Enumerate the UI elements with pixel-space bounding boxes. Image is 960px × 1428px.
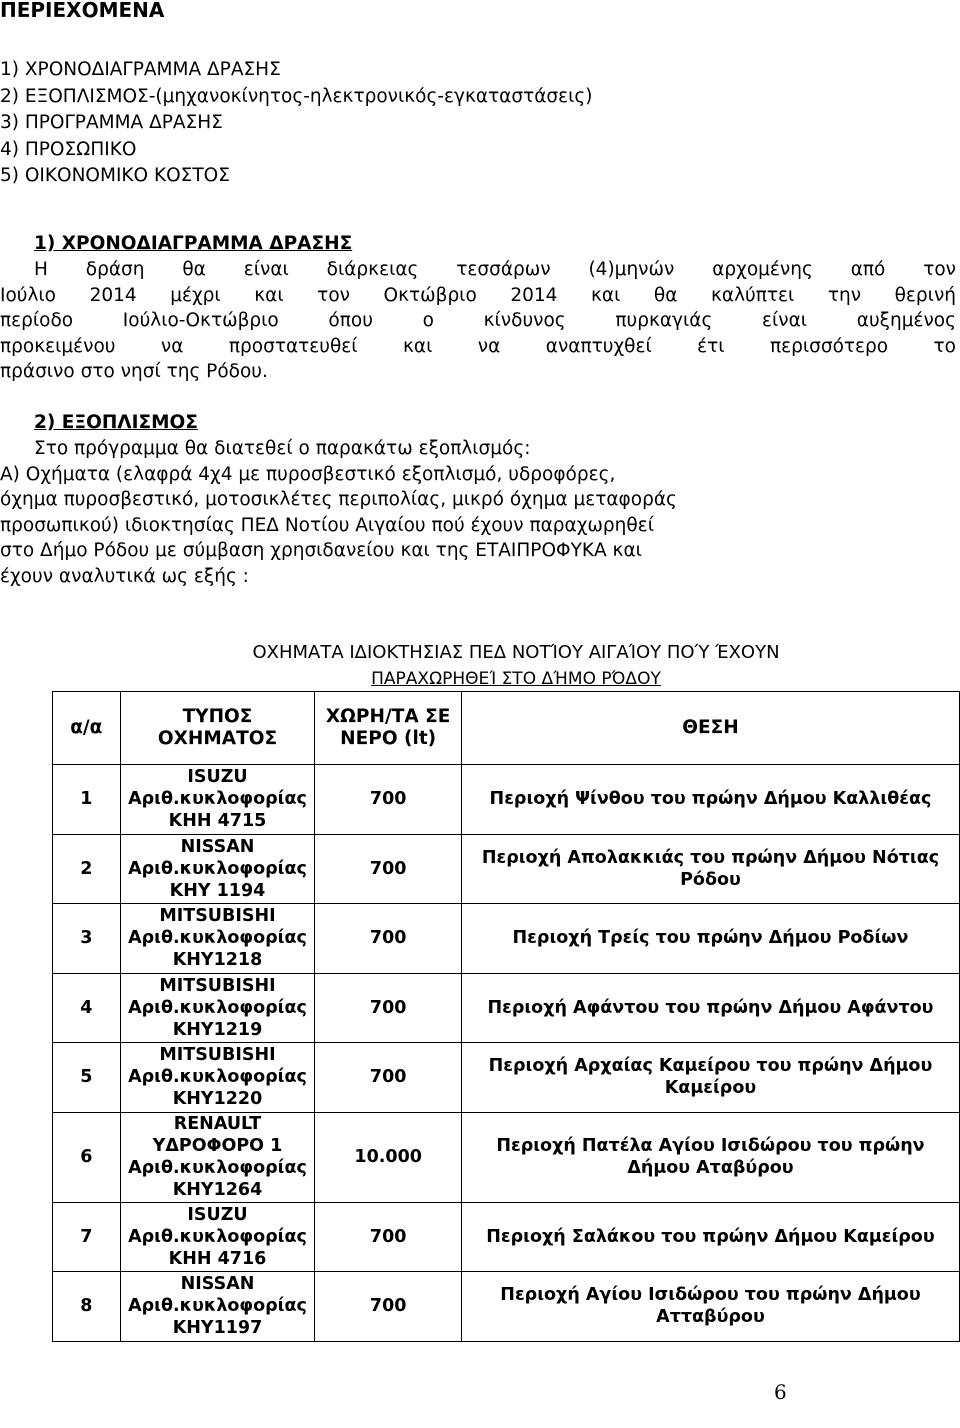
table-row (53, 904, 960, 974)
cell-location: Περιοχή Αγίου Ισιδώρου του πρώην Δήμου Ατταβύρου (461, 1272, 959, 1342)
cell-location: Περιοχή Αφάντου του πρώην Δήμου Αφάντου (461, 973, 959, 1043)
cell-type: MITSUBISHI Αριθ.κυκλοφορίας ΚΗΥ1219 (120, 973, 315, 1043)
header-cell-capacity: ΧΩΡΗ/ΤΑ ΣΕ ΝΕΡΟ (lt) (315, 692, 462, 765)
text-line: όχημα πυροσβεστικό, μοτοσικλέτες περιπολίας, μικρό όχημα μεταφοράς (0, 489, 677, 511)
cell-type: MITSUBISHI Αριθ.κυκλοφορίας ΚΗΥ1218 (120, 904, 315, 974)
cell-number: 5 (53, 1043, 121, 1113)
table-row (53, 765, 960, 835)
cell-type: ISUZU Αριθ.κυκλοφορίας ΚΗΗ 4716 (120, 1202, 315, 1272)
text-line: στο Δήμο Ρόδου με σύμβαση χρησιδανείου και της ΕΤΑΙΠΡΟΦΥΚΑ και (0, 540, 642, 562)
toc-item: 5) ΟΙΚΟΝΟΜΙΚΟ ΚΟΣΤΟΣ (0, 165, 230, 186)
cell-number: 1 (53, 765, 121, 835)
cell-capacity: 700 (315, 904, 462, 974)
text-line: πράσινο στο νησί της Ρόδου. (0, 361, 268, 383)
text-line: Στο πρόγραμμα θα διατεθεί ο παρακάτω εξοπλισμός: (34, 438, 531, 459)
table-row (53, 1112, 960, 1202)
cell-capacity: 700 (315, 1272, 462, 1342)
cell-location: Περιοχή Αρχαίας Καμείρου του πρώην Δήμου Καμείρου (461, 1043, 959, 1113)
toc-item: 2) ΕΞΟΠΛΙΣΜΟΣ-(μηχανοκίνητος-ηλεκτρονικός-εγκαταστάσεις) (0, 85, 593, 107)
header-cell-location: ΘΕΣΗ (461, 692, 959, 765)
header-cell-type: ΤΥΠΟΣ ΟΧΗΜΑΤΟΣ (120, 692, 315, 765)
cell-capacity: 700 (315, 973, 462, 1043)
table-caption (0, 640, 960, 692)
page-heading: ΠΕΡΙΕΧΟΜΕΝΑ (0, 0, 165, 22)
caption-line: ΟΧΗΜΑΤΑ ΙΔΙΟΚΤΗΣΙΑΣ ΠΕΔ ΝΟΤΊΟΥ ΑΙΓΑΊΟΥ ΠΟΎ ΈΧΟΥΝ (252, 642, 780, 663)
table-row (53, 834, 960, 904)
table-row (53, 1272, 960, 1342)
cell-type: NISSAN Αριθ.κυκλοφορίας ΚΗΥ 1194 (120, 834, 315, 904)
table-header-row (53, 692, 960, 765)
text-line: Η δράση θα είναι διάρκειας τεσσάρων (4)μηνών αρχομένης από τον (34, 259, 956, 280)
cell-capacity: 700 (315, 765, 462, 835)
text-line: προκειμένου να προστατευθεί και να αναπτυχθεί έτι περισσότερο το (0, 335, 956, 357)
cell-number: 6 (53, 1112, 121, 1202)
text-line: περίοδο Ιούλιο-Οκτώβριο όπου ο κίνδυνος πυρκαγιάς είναι αυξημένος (0, 310, 956, 332)
toc-item: 1) ΧΡΟΝΟΔΙΑΓΡΑΜΜΑ ΔΡΑΣΗΣ (0, 59, 281, 80)
toc-item: 3) ΠΡΟΓΡΑΜΜΑ ΔΡΑΣΗΣ (0, 112, 223, 133)
cell-type: ISUZU Αριθ.κυκλοφορίας ΚΗΗ 4715 (120, 765, 315, 835)
section-equipment (0, 410, 956, 590)
cell-capacity: 10.000 (315, 1112, 462, 1202)
text-line: Α) Οχήματα (ελαφρά 4χ4 με πυροσβεστικό εξοπλισμό, υδροφόρες, (0, 463, 616, 485)
table-row (53, 1202, 960, 1272)
cell-number: 4 (53, 973, 121, 1043)
cell-location: Περιοχή Σαλάκου του πρώην Δήμου Καμείρου (461, 1202, 959, 1272)
caption-line: ΠΑΡΑΧΩΡΗΘΕΊ ΣΤΟ ΔΉΜΟ ΡΌΔΟΥ (371, 669, 661, 689)
page-number: 6 (774, 1380, 787, 1404)
cell-type: MITSUBISHI Αριθ.κυκλοφορίας ΚΗΥ1220 (120, 1043, 315, 1113)
section-title: 1) ΧΡΟΝΟΔΙΑΓΡΑΜΜΑ ΔΡΑΣΗΣ (34, 233, 353, 254)
section-schedule (0, 231, 956, 385)
cell-location: Περιοχή Ψίνθου του πρώην Δήμου Καλλιθέας (461, 765, 959, 835)
section-title: 2) ΕΞΟΠΛΙΣΜΟΣ (34, 412, 198, 433)
text-line: προσωπικού) ιδιοκτησίας ΠΕΔ Νοτίου Αιγαίου πού έχουν παραχωρηθεί (0, 514, 654, 536)
section-text (0, 257, 956, 385)
text-line: Ιούλιο 2014 μέχρι και τον Οκτώβριο 2014 και θα καλύπτει την θερινή (0, 284, 956, 306)
header-cell-number: α/α (53, 692, 121, 765)
cell-location: Περιοχή Τρείς του πρώην Δήμου Ροδίων (461, 904, 959, 974)
text-line: έχουν αναλυτικά ως εξής : (0, 565, 249, 587)
cell-number: 8 (53, 1272, 121, 1342)
cell-capacity: 700 (315, 834, 462, 904)
vehicles-table (52, 691, 960, 1342)
table-row (53, 1043, 960, 1113)
table-of-contents (0, 57, 593, 190)
cell-location: Περιοχή Πατέλα Αγίου Ισιδώρου του πρώην Δήμου Αταβύρου (461, 1112, 959, 1202)
cell-capacity: 700 (315, 1202, 462, 1272)
cell-type: NISSAN Αριθ.κυκλοφορίας ΚΗΥ1197 (120, 1272, 315, 1342)
section-text (0, 436, 956, 590)
cell-location: Περιοχή Απολακκιάς του πρώην Δήμου Νότιας Ρόδου (461, 834, 959, 904)
table-row (53, 973, 960, 1043)
cell-number: 7 (53, 1202, 121, 1272)
cell-number: 3 (53, 904, 121, 974)
cell-number: 2 (53, 834, 121, 904)
toc-item: 4) ΠΡΟΣΩΠΙΚΟ (0, 138, 137, 160)
cell-type: RENAULT ΥΔΡΟΦΟΡΟ 1 Αριθ.κυκλοφορίας ΚΗΥ1264 (120, 1112, 315, 1202)
cell-capacity: 700 (315, 1043, 462, 1113)
